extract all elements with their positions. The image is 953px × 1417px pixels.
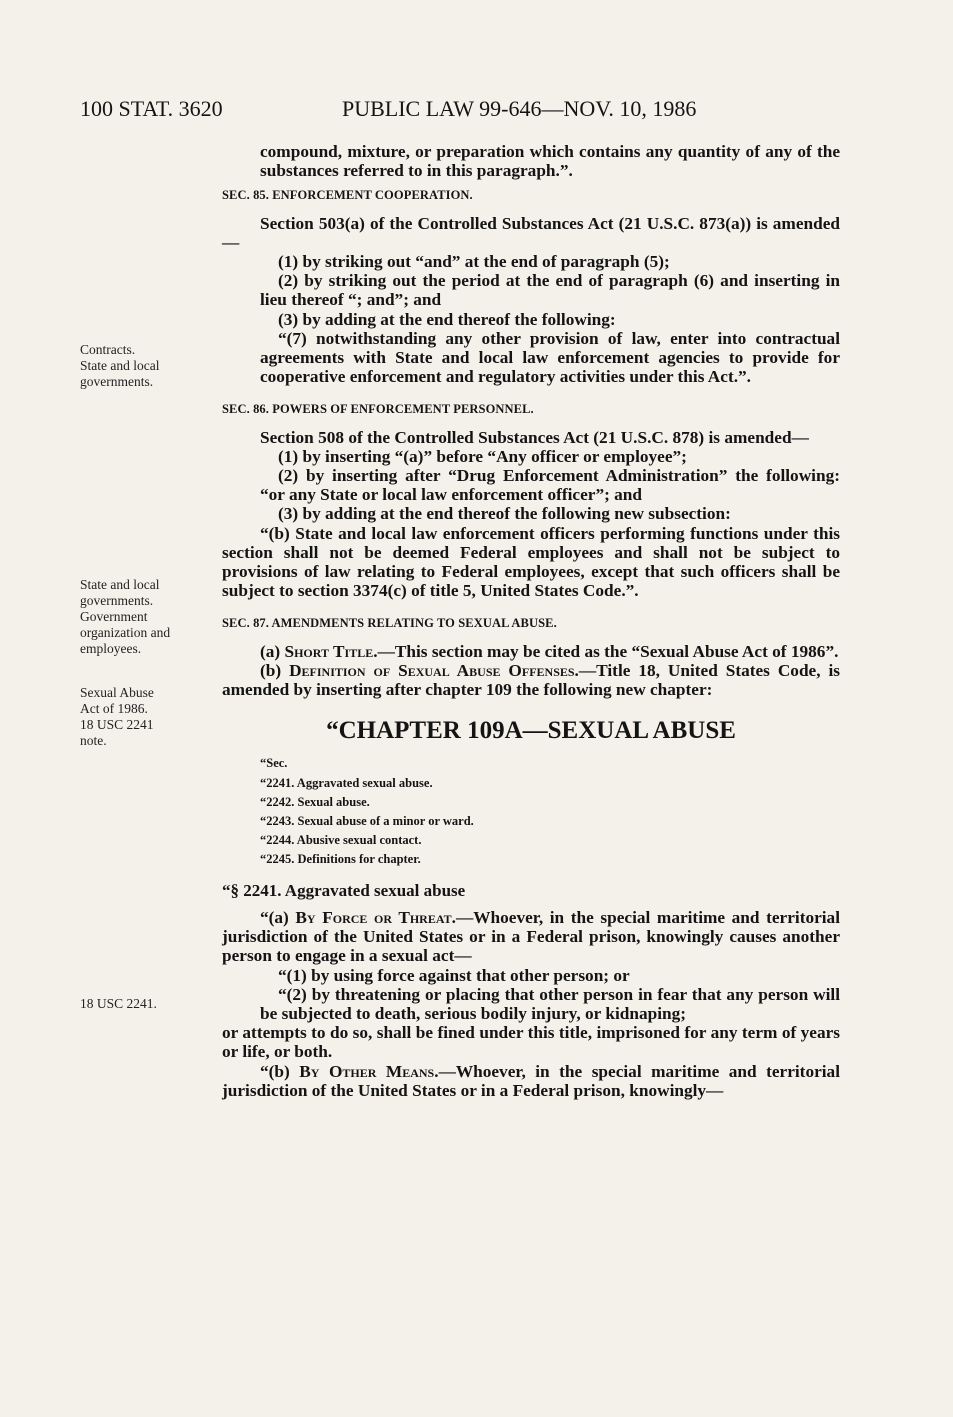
sec-85-item-2: (2) by striking out the period at the end of paragraph (6) and inserting in lieu thereof “; and”; and — [260, 271, 840, 310]
sec-87-b-text: —Title 18, United States Code, is amended by inserting after chapter 109 the following new chapter: — [222, 660, 841, 700]
section-2241-a-text: —Whoever, in the special maritime and territorial jurisdiction of the United States or in a Federal prison, knowingly causes another person to engage in a sexual act— — [222, 907, 840, 966]
sec-87-b-caption: Definition of Sexual Abuse Offenses. — [289, 660, 579, 680]
toc-line: “2244. Abusive sexual contact. — [260, 832, 422, 847]
sec-87-a-text: —This section may be cited as the “Sexual Abuse Act of 1986”. — [377, 641, 839, 661]
toc-line: “2245. Definitions for chapter. — [260, 851, 421, 866]
margin-note-sexual-abuse-act: Sexual Abuse Act of 1986. 18 USC 2241 note. — [80, 685, 154, 748]
sec-85-heading: SEC. 85. ENFORCEMENT COOPERATION. — [222, 188, 473, 203]
sec-86-item-1: (1) by inserting “(a)” before “Any officer or employee”; — [278, 446, 687, 466]
sec-87-b — [222, 661, 840, 699]
sec-86-quote: “(b) State and local law enforcement officers performing functions under this section shall not be deemed Federal employees and shall not be subject to provisions of law relating to Federal employees, except that such officers shall be subject to section 3374(c) of title 5, United States Code.”. — [222, 523, 840, 601]
chapter-title: “CHAPTER 109A—SEXUAL ABUSE — [326, 717, 736, 745]
sec-85-item-3: (3) by adding at the end thereof the following: — [278, 309, 616, 329]
sec-86-heading: SEC. 86. POWERS OF ENFORCEMENT PERSONNEL. — [222, 402, 534, 417]
toc-line: “2241. Aggravated sexual abuse. — [260, 775, 433, 790]
margin-note-state-local: State and local governments. Government organization and employees. — [80, 577, 171, 656]
section-2241-b-caption: By Other Means. — [299, 1061, 439, 1081]
sec-87-b-label: (b) — [260, 660, 290, 680]
sec-87-a-caption: Short Title. — [284, 641, 378, 661]
toc-sec-label: “Sec. — [260, 756, 288, 771]
section-2241-b-text: —Whoever, in the special maritime and territorial jurisdiction of the United States or in a Federal prison, knowingly— — [222, 1061, 840, 1100]
section-2241-a-tail: or attempts to do so, shall be fined under this title, imprisoned for any term of years or life, or both. — [222, 1023, 840, 1062]
section-2241-a-caption: By Force or Threat. — [295, 907, 456, 927]
sec-86-item-2: (2) by inserting after “Drug Enforcement Administration” the following: “or any State or local law enforcement officer”; and — [260, 466, 840, 505]
continuation-text: compound, mixture, or preparation which contains any quantity of any of the substances referred to in this paragraph.”. — [260, 142, 840, 181]
sec-87-heading: SEC. 87. AMENDMENTS RELATING TO SEXUAL ABUSE. — [222, 616, 557, 631]
section-2241-a1: “(1) by using force against that other person; or — [278, 965, 630, 985]
section-2241-b — [222, 1062, 840, 1100]
sec-86-intro: Section 508 of the Controlled Substances Act (21 U.S.C. 878) is amended— — [260, 427, 809, 447]
toc-line: “2243. Sexual abuse of a minor or ward. — [260, 813, 474, 828]
document-body — [222, 142, 840, 1100]
sec-87-a-label: (a) — [260, 641, 285, 661]
sec-87-a — [222, 642, 840, 661]
toc-line: “2242. Sexual abuse. — [260, 794, 370, 809]
sec-85-quote: “(7) notwithstanding any other provision of law, enter into contractual agreements with State and local law enforcement agencies to provide for cooperative enforcement and regulatory activities under this Act.”. — [260, 328, 840, 387]
section-2241-a-label: “(a) — [260, 907, 296, 927]
sec-86-item-3: (3) by adding at the end thereof the following new subsection: — [278, 504, 731, 524]
section-2241-b-label: “(b) — [260, 1061, 300, 1081]
sec-85-intro: Section 503(a) of the Controlled Substances Act (21 U.S.C. 873(a)) is amended— — [222, 213, 840, 252]
section-2241-a2: “(2) by threatening or placing that other person in fear that any person will be subjected to death, serious bodily injury, or kidnaping; — [260, 984, 840, 1023]
statute-reference: 100 STAT. 3620 — [80, 96, 223, 121]
margin-note-contracts: Contracts. State and local governments. — [80, 342, 160, 389]
sec-85-item-1: (1) by striking out “and” at the end of paragraph (5); — [278, 252, 670, 272]
public-law-reference: PUBLIC LAW 99-646—NOV. 10, 1986 — [342, 96, 697, 121]
margin-note-18-usc-2241: 18 USC 2241. — [80, 996, 157, 1011]
section-2241-heading: “§ 2241. Aggravated sexual abuse — [222, 880, 466, 900]
section-2241-a — [222, 908, 840, 966]
